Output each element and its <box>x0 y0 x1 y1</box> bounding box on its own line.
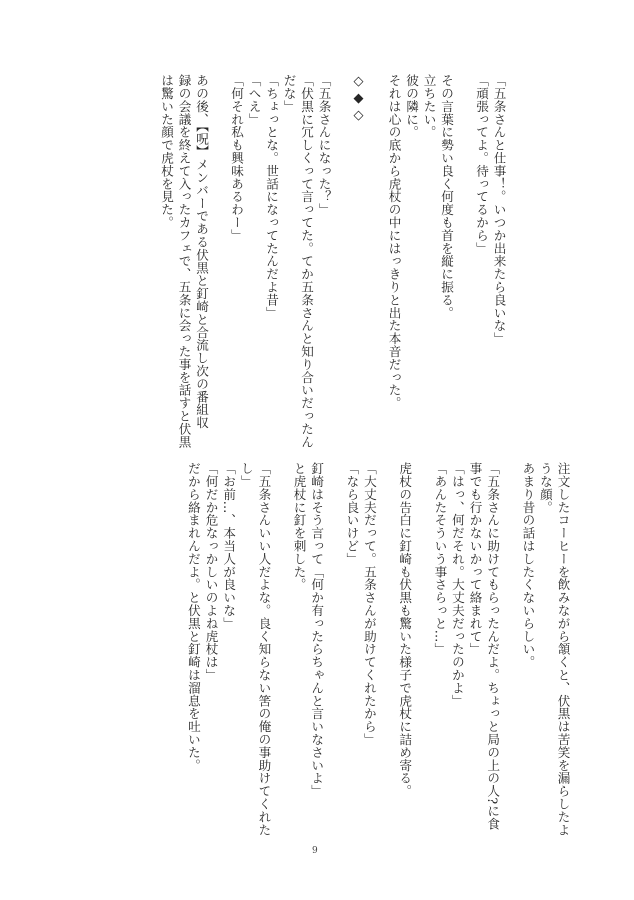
text-column: あまり昔の話はしたくないらしい。 <box>520 462 536 669</box>
text-column: 「あんたそういう事さらっと…」 <box>432 462 448 656</box>
text-column: 「何それ私も興味あるわー」 <box>229 74 245 242</box>
text-column: 「ちょっとな。世話になってたんだよ昔」 <box>264 74 280 320</box>
text-column: と虎杖に釘を刺した。 <box>291 462 307 591</box>
text-column: し」 <box>238 462 254 488</box>
text-column: だから絡まれんだよ。と伏黒と釘崎は溜息を吐いた。 <box>185 462 201 772</box>
text-column: 「何だか危なっかしいのよね虎杖は」 <box>203 462 219 682</box>
text-column: 虎杖の告白に釘崎も伏黒も驚いた様子で虎杖に詰め寄る。 <box>397 462 413 798</box>
text-column: 「大丈夫だって。五条さんが助けてくれたから」 <box>361 462 377 746</box>
text-column: うな顔。 <box>537 462 553 514</box>
text-column: その言葉に勢い良く何度も首を縦に振る。 <box>439 74 455 320</box>
text-column: 「五条さんになった？」 <box>316 74 332 216</box>
text-column: 「お前…、本当人が良いな」 <box>221 462 237 630</box>
text-column: 注文したコーヒーを飲みながら頷くと、伏黒は苦笑を漏らしたよ <box>555 462 571 837</box>
text-column: 「へえ」 <box>246 74 262 126</box>
text-column: あの後、【呪】メンバーである伏黒と釘崎と合流し次の番組収 <box>194 74 210 429</box>
text-column: 事でも行かないかって絡まれて」 <box>467 462 483 656</box>
scene-break-marker: ◇◆◇ <box>351 74 366 125</box>
text-column: 立ちたい。 <box>421 74 437 139</box>
text-column: 「なら良いけど」 <box>344 462 360 566</box>
text-column: は驚いた顔で虎杖を見た。 <box>159 74 175 229</box>
text-column: 「伏黒に冗しくって言ってた。てか五条さんと知り合いだったん <box>299 74 315 449</box>
text-column: 「五条さんに助けてもらったんだよ。ちょっと局の上の人?に食 <box>485 462 501 831</box>
text-column: 彼の隣に。 <box>404 74 420 139</box>
text-column: 「頑張ってよ。待ってるから」 <box>474 74 490 255</box>
page-number: 9 <box>312 846 318 856</box>
text-column: それは心の底から虎杖の中にはっきりと出た本音だった。 <box>386 74 402 410</box>
text-column: 「はっ、何だそれ。大丈夫だったのかよ」 <box>449 462 465 708</box>
text-column: 「五条さんいい人だよな。良く知らない筈の俺の事助けてくれた <box>256 462 272 837</box>
text-column: 録の会議を終えて入ったカフェで、五条に会った事を話すと伏黒 <box>176 74 192 449</box>
text-column: だな」 <box>281 74 297 113</box>
text-column: 釘崎はそう言って「何か有ったらちゃんと言いなさいよ」 <box>309 462 325 798</box>
text-column: 「五条さんと仕事！。いつか出来たら良いな」 <box>491 74 507 345</box>
